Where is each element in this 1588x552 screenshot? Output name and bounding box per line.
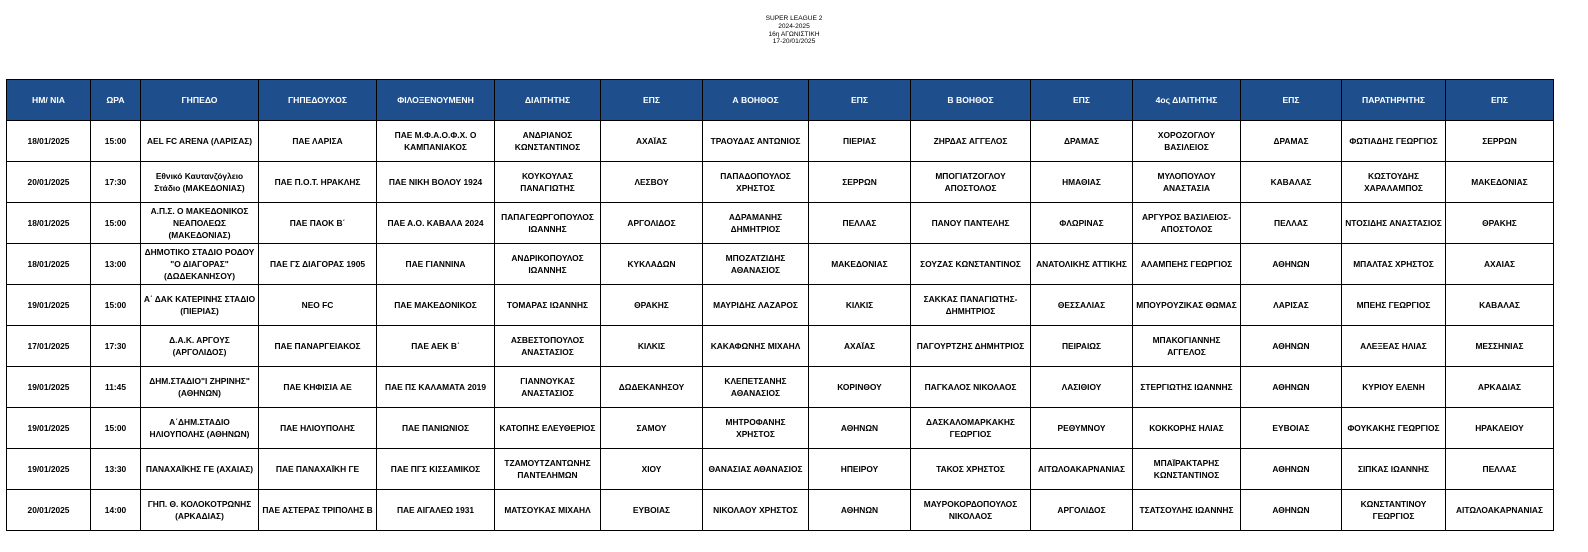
cell-assistant-b-association: ΑΡΓΟΛΙΔΟΣ (1031, 490, 1133, 531)
cell-assistant-b-association: ΑΝΑΤΟΛΙΚΗΣ ΑΤΤΙΚΗΣ (1031, 244, 1133, 285)
cell-referee-association: ΛΕΣΒΟΥ (601, 162, 703, 203)
cell-assistant-b-association: ΦΛΩΡΙΝΑΣ (1031, 203, 1133, 244)
dates-label: 17-20/01/2025 (772, 38, 816, 46)
cell-date: 19/01/2025 (7, 449, 91, 490)
cell-assistant-b: ΣΑΚΚΑΣ ΠΑΝΑΓΙΩΤΗΣ-ΔΗΜΗΤΡΙΟΣ (911, 285, 1031, 326)
cell-away-team: ΠΑΕ ΠΑΝΙΩΝΙΟΣ (377, 408, 495, 449)
cell-observer: ΜΠΕΗΣ ΓΕΩΡΓΙΟΣ (1342, 285, 1446, 326)
table-row (7, 367, 1554, 408)
cell-home-team: ΠΑΕ ΑΣΤΕΡΑΣ ΤΡΙΠΟΛΗΣ Β (259, 490, 377, 531)
cell-stadium: Εθνικό Καυτανζόγλειο Στάδιο (ΜΑΚΕΔΟΝΙΑΣ) (141, 162, 259, 203)
cell-date: 20/01/2025 (7, 162, 91, 203)
table-body (7, 121, 1554, 531)
cell-date: 19/01/2025 (7, 408, 91, 449)
cell-time: 14:00 (91, 490, 141, 531)
column-header-date: ΗΜ/ ΝΙΑ (7, 80, 91, 121)
cell-assistant-a: ΤΡΑΟΥΔΑΣ ΑΝΤΩΝΙΟΣ (703, 121, 809, 162)
cell-stadium: ΔΗΜ.ΣΤΑΔΙΟ"Ι ΖΗΡΙΝΗΣ" (ΑΘΗΝΩΝ) (141, 367, 259, 408)
cell-stadium: AEL FC ARENA (ΛΑΡΙΣΑΣ) (141, 121, 259, 162)
cell-assistant-b-association: ΛΑΣΙΘΙΟΥ (1031, 367, 1133, 408)
cell-away-team: ΠΑΕ ΓΙΑΝΝΙΝΑ (377, 244, 495, 285)
cell-home-team: ΝΕΟ FC (259, 285, 377, 326)
cell-time: 15:00 (91, 203, 141, 244)
cell-assistant-b: ΔΑΣΚΑΛΟΜΑΡΚΑΚΗΣ ΓΕΩΡΓΙΟΣ (911, 408, 1031, 449)
cell-referee: ΜΑΤΣΟΥΚΑΣ ΜΙΧΑΗΛ (495, 490, 601, 531)
column-header-assistant-a: Α ΒΟΗΘΟΣ (703, 80, 809, 121)
cell-home-team: ΠΑΕ ΠΑΟΚ Β΄ (259, 203, 377, 244)
cell-observer-association: ΜΑΚΕΔΟΝΙΑΣ (1446, 162, 1554, 203)
cell-fourth-official: ΜΥΛΟΠΟΥΛΟΥ ΑΝΑΣΤΑΣΙΑ (1133, 162, 1241, 203)
cell-referee: ΑΝΔΡΙΚΟΠΟΥΛΟΣ ΙΩΑΝΝΗΣ (495, 244, 601, 285)
cell-observer-association: ΜΕΣΣΗΝΙΑΣ (1446, 326, 1554, 367)
column-header-referee: ΔΙΑΙΤΗΤΗΣ (495, 80, 601, 121)
cell-observer-association: ΠΕΛΛΑΣ (1446, 449, 1554, 490)
cell-fourth-official: ΚΟΚΚΟΡΗΣ ΗΛΙΑΣ (1133, 408, 1241, 449)
cell-fourth-official: ΜΠΟΥΡΟΥΖΙΚΑΣ ΘΩΜΑΣ (1133, 285, 1241, 326)
cell-fourth-official: ΜΠΑΚΟΓΙΑΝΝΗΣ ΑΓΓΕΛΟΣ (1133, 326, 1241, 367)
cell-fourth-official-association: ΑΘΗΝΩΝ (1241, 326, 1342, 367)
cell-away-team: ΠΑΕ ΜΑΚΕΔΟΝΙΚΟΣ (377, 285, 495, 326)
cell-assistant-b: ΠΑΓΚΑΛΟΣ ΝΙΚΟΛΑΟΣ (911, 367, 1031, 408)
cell-fourth-official: ΣΤΕΡΓΙΩΤΗΣ ΙΩΑΝΝΗΣ (1133, 367, 1241, 408)
cell-time: 17:30 (91, 162, 141, 203)
cell-home-team: ΠΑΕ ΛΑΡΙΣΑ (259, 121, 377, 162)
cell-observer: ΣΙΠΚΑΣ ΙΩΑΝΝΗΣ (1342, 449, 1446, 490)
cell-referee: ΠΑΠΑΓΕΩΡΓΟΠΟΥΛΟΣ ΙΩΑΝΝΗΣ (495, 203, 601, 244)
cell-assistant-b: ΤΑΚΟΣ ΧΡΗΣΤΟΣ (911, 449, 1031, 490)
cell-date: 18/01/2025 (7, 244, 91, 285)
cell-referee: ΚΟΥΚΟΥΛΑΣ ΠΑΝΑΓΙΩΤΗΣ (495, 162, 601, 203)
cell-home-team: ΠΑΕ ΠΑΝΑΧΑΪΚΗ ΓΕ (259, 449, 377, 490)
cell-fourth-official-association: ΑΘΗΝΩΝ (1241, 449, 1342, 490)
cell-assistant-b: ΣΟΥΖΑΣ ΚΩΝΣΤΑΝΤΙΝΟΣ (911, 244, 1031, 285)
cell-fourth-official-association: ΑΘΗΝΩΝ (1241, 367, 1342, 408)
table-row (7, 449, 1554, 490)
cell-observer: ΚΩΣΤΟΥΔΗΣ ΧΑΡΑΛΑΜΠΟΣ (1342, 162, 1446, 203)
document-header (0, 15, 1588, 46)
cell-assistant-a-association: ΜΑΚΕΔΟΝΙΑΣ (809, 244, 911, 285)
cell-assistant-b: ΜΠΟΓΙΑΤΖΟΓΛΟΥ ΑΠΟΣΤΟΛΟΣ (911, 162, 1031, 203)
column-header-observer-association: ΕΠΣ (1446, 80, 1554, 121)
column-header-fourth-official: 4ος ΔΙΑΙΤΗΤΗΣ (1133, 80, 1241, 121)
column-header-time: ΩΡΑ (91, 80, 141, 121)
cell-observer: ΦΟΥΚΑΚΗΣ ΓΕΩΡΓΙΟΣ (1342, 408, 1446, 449)
cell-stadium: Α΄ ΔΑΚ ΚΑΤΕΡΙΝΗΣ ΣΤΑΔΙΟ (ΠΙΕΡΙΑΣ) (141, 285, 259, 326)
cell-date: 18/01/2025 (7, 121, 91, 162)
cell-assistant-b: ΠΑΓΟΥΡΤΖΗΣ ΔΗΜΗΤΡΙΟΣ (911, 326, 1031, 367)
cell-assistant-a: ΜΠΟΖΑΤΖΙΔΗΣ ΑΘΑΝΑΣΙΟΣ (703, 244, 809, 285)
cell-assistant-a: ΝΙΚΟΛΑΟΥ ΧΡΗΣΤΟΣ (703, 490, 809, 531)
cell-stadium: ΔΗΜΟΤΙΚΟ ΣΤΑΔΙΟ ΡΟΔΟΥ "Ο ΔΙΑΓΟΡΑΣ" (ΔΩΔΕΚΑΝΗΣΟΥ) (141, 244, 259, 285)
cell-assistant-a-association: ΑΘΗΝΩΝ (809, 408, 911, 449)
cell-referee-association: ΚΥΚΛΑΔΩΝ (601, 244, 703, 285)
cell-assistant-b-association: ΡΕΘΥΜΝΟΥ (1031, 408, 1133, 449)
column-header-home-team: ΓΗΠΕΔΟΥΧΟΣ (259, 80, 377, 121)
cell-assistant-b: ΜΑΥΡΟΚΟΡΔΟΠΟΥΛΟΣ ΝΙΚΟΛΑΟΣ (911, 490, 1031, 531)
cell-observer: ΚΥΡΙΟΥ ΕΛΕΝΗ (1342, 367, 1446, 408)
cell-observer: ΜΠΑΛΤΑΣ ΧΡΗΣΤΟΣ (1342, 244, 1446, 285)
cell-time: 17:30 (91, 326, 141, 367)
table-header (7, 80, 1554, 121)
cell-assistant-a: ΚΛΕΠΕΤΣΑΝΗΣ ΑΘΑΝΑΣΙΟΣ (703, 367, 809, 408)
cell-referee-association: ΚΙΛΚΙΣ (601, 326, 703, 367)
cell-time: 15:00 (91, 408, 141, 449)
cell-fourth-official: ΤΣΑΤΣΟΥΛΗΣ ΙΩΑΝΝΗΣ (1133, 490, 1241, 531)
column-header-away-team: ΦΙΛΟΞΕΝΟΥΜΕΝΗ (377, 80, 495, 121)
cell-observer: ΦΩΤΙΑΔΗΣ ΓΕΩΡΓΙΟΣ (1342, 121, 1446, 162)
column-header-assistant-a-association: ΕΠΣ (809, 80, 911, 121)
cell-away-team: ΠΑΕ ΝΙΚΗ ΒΟΛΟΥ 1924 (377, 162, 495, 203)
cell-fourth-official-association: ΕΥΒΟΙΑΣ (1241, 408, 1342, 449)
cell-time: 13:30 (91, 449, 141, 490)
table-row (7, 244, 1554, 285)
cell-fourth-official-association: ΠΕΛΛΑΣ (1241, 203, 1342, 244)
cell-assistant-a: ΜΗΤΡΟΦΑΝΗΣ ΧΡΗΣΤΟΣ (703, 408, 809, 449)
cell-date: 19/01/2025 (7, 367, 91, 408)
cell-observer-association: ΘΡΑΚΗΣ (1446, 203, 1554, 244)
cell-referee-association: ΣΑΜΟΥ (601, 408, 703, 449)
cell-time: 13:00 (91, 244, 141, 285)
cell-assistant-b: ΠΑΝΟΥ ΠΑΝΤΕΛΗΣ (911, 203, 1031, 244)
column-header-referee-association: ΕΠΣ (601, 80, 703, 121)
cell-observer-association: ΑΡΚΑΔΙΑΣ (1446, 367, 1554, 408)
cell-home-team: ΠΑΕ ΠΑΝΑΡΓΕΙΑΚΟΣ (259, 326, 377, 367)
cell-home-team: ΠΑΕ ΓΣ ΔΙΑΓΟΡΑΣ 1905 (259, 244, 377, 285)
table-row (7, 203, 1554, 244)
season-label: 2024-2025 (778, 22, 810, 30)
table-row (7, 121, 1554, 162)
cell-away-team: ΠΑΕ Μ.Φ.Α.Ο.Φ.Χ. Ο ΚΑΜΠΑΝΙΑΚΟΣ (377, 121, 495, 162)
cell-assistant-a: ΚΑΚΑΦΩΝΗΣ ΜΙΧΑΗΛ (703, 326, 809, 367)
cell-referee: ΑΝΔΡΙΑΝΟΣ ΚΩΝΣΤΑΝΤΙΝΟΣ (495, 121, 601, 162)
cell-home-team: ΠΑΕ ΗΛΙΟΥΠΟΛΗΣ (259, 408, 377, 449)
cell-stadium: Δ.Α.Κ. ΑΡΓΟΥΣ (ΑΡΓΟΛΙΔΟΣ) (141, 326, 259, 367)
matchday-label: 16η ΑΓΩΝΙΣΤΙΚΗ (768, 30, 820, 38)
cell-away-team: ΠΑΕ ΠΣ ΚΑΛΑΜΑΤΑ 2019 (377, 367, 495, 408)
cell-away-team: ΠΑΕ ΠΓΣ ΚΙΣΣΑΜΙΚΟΣ (377, 449, 495, 490)
cell-observer-association: ΗΡΑΚΛΕΙΟΥ (1446, 408, 1554, 449)
schedule-table (6, 79, 1554, 531)
cell-assistant-b-association: ΗΜΑΘΙΑΣ (1031, 162, 1133, 203)
cell-assistant-b-association: ΔΡΑΜΑΣ (1031, 121, 1133, 162)
cell-assistant-a: ΠΑΠΑΔΟΠΟΥΛΟΣ ΧΡΗΣΤΟΣ (703, 162, 809, 203)
cell-fourth-official-association: ΔΡΑΜΑΣ (1241, 121, 1342, 162)
column-header-observer: ΠΑΡΑΤΗΡΗΤΗΣ (1342, 80, 1446, 121)
cell-referee-association: ΑΧΑΪΑΣ (601, 121, 703, 162)
cell-referee: ΤΖΑΜΟΥΤΖΑΝΤΩΝΗΣ ΠΑΝΤΕΛΗΜΩΝ (495, 449, 601, 490)
cell-fourth-official: ΜΠΑΪΡΑΚΤΑΡΗΣ ΚΩΝΣΤΑΝΤΙΝΟΣ (1133, 449, 1241, 490)
cell-date: 20/01/2025 (7, 490, 91, 531)
cell-assistant-a-association: ΚΙΛΚΙΣ (809, 285, 911, 326)
column-header-assistant-b: Β ΒΟΗΘΟΣ (911, 80, 1031, 121)
cell-away-team: ΠΑΕ Α.Ο. ΚΑΒΑΛΑ 2024 (377, 203, 495, 244)
cell-time: 15:00 (91, 121, 141, 162)
cell-assistant-a-association: ΑΘΗΝΩΝ (809, 490, 911, 531)
cell-assistant-b-association: ΑΙΤΩΛΟΑΚΑΡΝΑΝΙΑΣ (1031, 449, 1133, 490)
cell-observer-association: ΣΕΡΡΩΝ (1446, 121, 1554, 162)
cell-referee: ΚΑΤΟΠΗΣ ΕΛΕΥΘΕΡΙΟΣ (495, 408, 601, 449)
cell-referee-association: ΔΩΔΕΚΑΝΗΣΟΥ (601, 367, 703, 408)
cell-observer-association: ΑΙΤΩΛΟΑΚΑΡΝΑΝΙΑΣ (1446, 490, 1554, 531)
cell-fourth-official-association: ΑΘΗΝΩΝ (1241, 244, 1342, 285)
cell-away-team: ΠΑΕ ΑΙΓΑΛΕΩ 1931 (377, 490, 495, 531)
cell-home-team: ΠΑΕ Π.Ο.Τ. ΗΡΑΚΛΗΣ (259, 162, 377, 203)
cell-assistant-a-association: ΣΕΡΡΩΝ (809, 162, 911, 203)
column-header-assistant-b-association: ΕΠΣ (1031, 80, 1133, 121)
cell-time: 15:00 (91, 285, 141, 326)
cell-fourth-official: ΑΡΓΥΡΟΣ ΒΑΣΙΛΕΙΟΣ-ΑΠΟΣΤΟΛΟΣ (1133, 203, 1241, 244)
cell-referee: ΑΣΒΕΣΤΟΠΟΥΛΟΣ ΑΝΑΣΤΑΣΙΟΣ (495, 326, 601, 367)
cell-referee: ΓΙΑΝΝΟΥΚΑΣ ΑΝΑΣΤΑΣΙΟΣ (495, 367, 601, 408)
cell-referee: ΤΟΜΑΡΑΣ ΙΩΑΝΝΗΣ (495, 285, 601, 326)
cell-observer: ΝΤΟΣΙΔΗΣ ΑΝΑΣΤΑΣΙΟΣ (1342, 203, 1446, 244)
cell-observer-association: ΑΧΑΙΑΣ (1446, 244, 1554, 285)
cell-observer: ΚΩΝΣΤΑΝΤΙΝΟΥ ΓΕΩΡΓΙΟΣ (1342, 490, 1446, 531)
league-title: SUPER LEAGUE 2 (765, 15, 823, 22)
column-header-stadium: ΓΗΠΕΔΟ (141, 80, 259, 121)
cell-date: 19/01/2025 (7, 285, 91, 326)
cell-observer-association: ΚΑΒΑΛΑΣ (1446, 285, 1554, 326)
cell-referee-association: ΕΥΒΟΙΑΣ (601, 490, 703, 531)
cell-assistant-a-association: ΠΕΛΛΑΣ (809, 203, 911, 244)
cell-assistant-a-association: ΚΟΡΙΝΘΟΥ (809, 367, 911, 408)
cell-stadium: Α΄ΔΗΜ.ΣΤΑΔΙΟ ΗΛΙΟΥΠΟΛΗΣ (ΑΘΗΝΩΝ) (141, 408, 259, 449)
cell-stadium: ΓΗΠ. Θ. ΚΟΛΟΚΟΤΡΩΝΗΣ (ΑΡΚΑΔΙΑΣ) (141, 490, 259, 531)
header-row (7, 80, 1554, 121)
cell-away-team: ΠΑΕ ΑΕΚ Β΄ (377, 326, 495, 367)
cell-assistant-a-association: ΠΙΕΡΙΑΣ (809, 121, 911, 162)
table-row (7, 326, 1554, 367)
cell-fourth-official-association: ΚΑΒΑΛΑΣ (1241, 162, 1342, 203)
table-row (7, 285, 1554, 326)
cell-fourth-official-association: ΑΘΗΝΩΝ (1241, 490, 1342, 531)
cell-assistant-b-association: ΘΕΣΣΑΛΙΑΣ (1031, 285, 1133, 326)
column-header-fourth-official-association: ΕΠΣ (1241, 80, 1342, 121)
cell-assistant-a: ΜΑΥΡΙΔΗΣ ΛΑΖΑΡΟΣ (703, 285, 809, 326)
cell-date: 18/01/2025 (7, 203, 91, 244)
cell-stadium: ΠΑΝΑΧΑΪΚΗΣ ΓΕ (ΑΧΑΙΑΣ) (141, 449, 259, 490)
cell-fourth-official: ΑΛΑΜΠΕΗΣ ΓΕΩΡΓΙΟΣ (1133, 244, 1241, 285)
cell-assistant-b-association: ΠΕΙΡΑΙΩΣ (1031, 326, 1133, 367)
cell-date: 17/01/2025 (7, 326, 91, 367)
table-row (7, 408, 1554, 449)
cell-referee-association: ΘΡΑΚΗΣ (601, 285, 703, 326)
cell-time: 11:45 (91, 367, 141, 408)
cell-assistant-a: ΘΑΝΑΣΙΑΣ ΑΘΑΝΑΣΙΟΣ (703, 449, 809, 490)
table-row (7, 490, 1554, 531)
table-row (7, 162, 1554, 203)
cell-referee-association: ΑΡΓΟΛΙΔΟΣ (601, 203, 703, 244)
cell-assistant-b: ΖΗΡΔΑΣ ΑΓΓΕΛΟΣ (911, 121, 1031, 162)
cell-observer: ΑΛΕΞΕΑΣ ΗΛΙΑΣ (1342, 326, 1446, 367)
cell-home-team: ΠΑΕ ΚΗΦΙΣΙΑ ΑΕ (259, 367, 377, 408)
cell-fourth-official-association: ΛΑΡΙΣΑΣ (1241, 285, 1342, 326)
cell-assistant-a: ΑΔΡΑΜΑΝΗΣ ΔΗΜΗΤΡΙΟΣ (703, 203, 809, 244)
cell-referee-association: ΧΙΟΥ (601, 449, 703, 490)
cell-stadium: Α.Π.Σ. Ο ΜΑΚΕΔΟΝΙΚΟΣ ΝΕΑΠΟΛΕΩΣ (ΜΑΚΕΔΟΝΙΑΣ) (141, 203, 259, 244)
cell-assistant-a-association: ΗΠΕΙΡΟΥ (809, 449, 911, 490)
cell-fourth-official: ΧΟΡΟΖΟΓΛΟΥ ΒΑΣΙΛΕΙΟΣ (1133, 121, 1241, 162)
cell-assistant-a-association: ΑΧΑΪΑΣ (809, 326, 911, 367)
